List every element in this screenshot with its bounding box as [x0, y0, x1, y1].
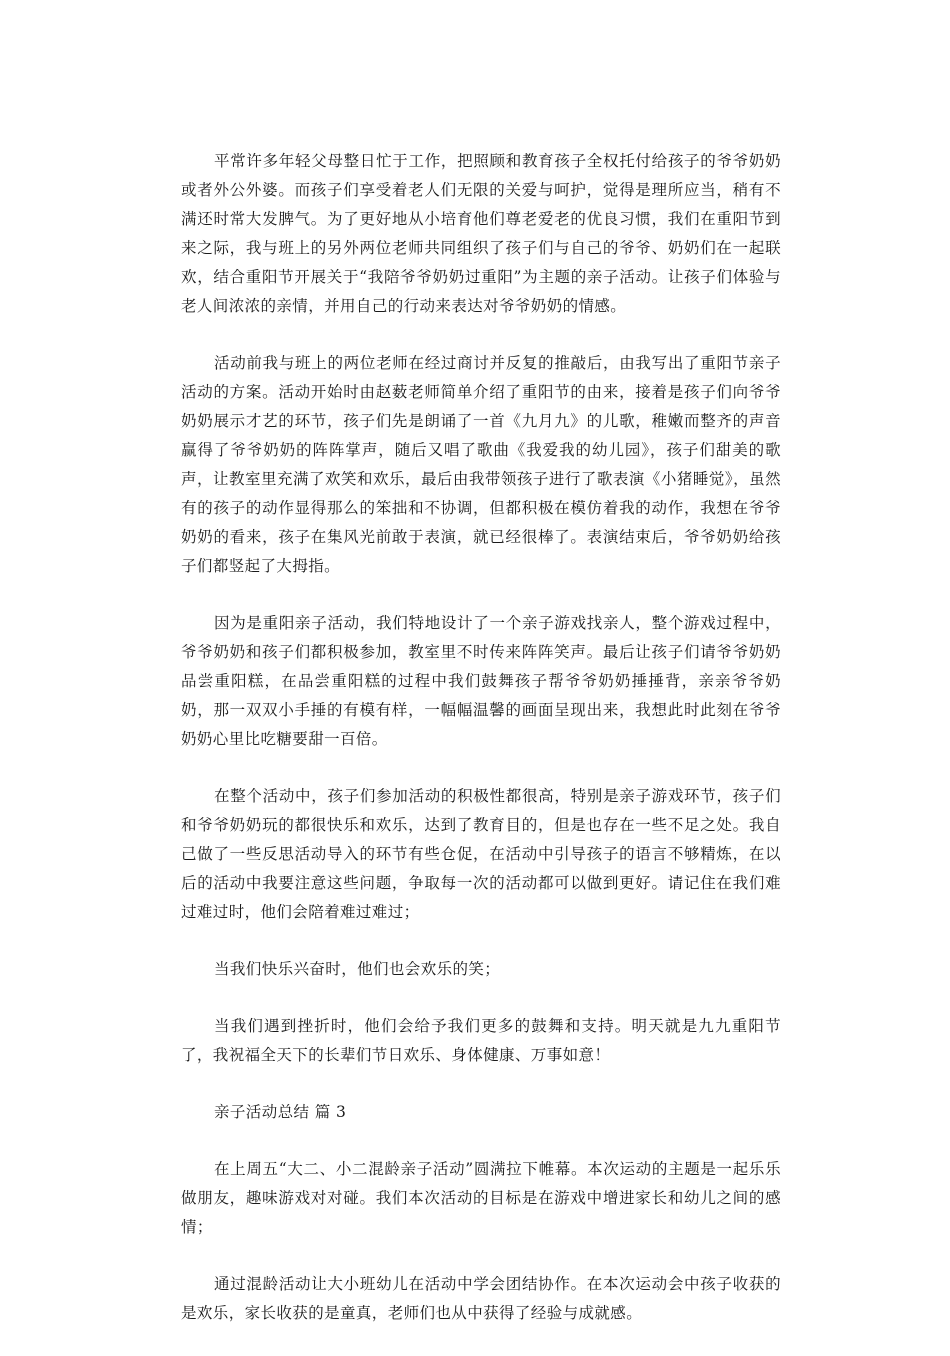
paragraph-blessing: 当我们遇到挫折时，他们会给予我们更多的鼓舞和支持。明天就是九九重阳节了，我祝福全天下的长辈们节日欢乐、身体健康、万事如意！	[181, 1017, 781, 1064]
section-heading-part-3: 亲子活动总结 篇 3	[214, 1103, 347, 1121]
document-body	[181, 147, 781, 1356]
paragraph-mixed-age-activity: 在上周五“大二、小二混龄亲子活动”圆满拉下帷幕。本次运动的主题是一起乐乐做朋友，趣味游戏对对碰。我们本次活动的目标是在游戏中增进家长和幼儿之间的感情；	[181, 1160, 781, 1236]
paragraph-activity-process: 活动前我与班上的两位老师在经过商讨并反复的推敲后，由我写出了重阳节亲子活动的方案。活动开始时由赵薮老师简单介绍了重阳节的由来，接着是孩子们向爷爷奶奶展示才艺的环节，孩子们先是朗诵了一首《九月九》的儿歌，稚嫩而整齐的声音赢得了爷爷奶奶的阵阵掌声，随后又唱了歌曲《我爱我的幼儿园》，孩子们甜美的歌声，让教室里充满了欢笑和欢乐，最后由我带领孩子进行了歌表演《小猪睡觉》，虽然有的孩子的动作显得那么的笨拙和不协调，但都积极在模仿着我的动作，我想在爷爷奶奶的看来，孩子在集风光前敢于表演，就已经很棒了。表演结束后，爷爷奶奶给孩子们都竖起了大拇指。	[181, 354, 781, 575]
paragraph-reflection: 在整个活动中，孩子们参加活动的积极性都很高，特别是亲子游戏环节，孩子们和爷爷奶奶玩的都很快乐和欢乐，达到了教育目的，但是也存在一些不足之处。我自己做了一些反思活动导入的环节有些仓促，在活动中引导孩子的语言不够精炼，在以后的活动中我要注意这些问题，争取每一次的活动都可以做到更好。请记住在我们难过难过时，他们会陪着难过难过；	[181, 787, 781, 921]
paragraph-happy-times: 当我们快乐兴奋时，他们也会欢乐的笑；	[214, 960, 501, 978]
paragraph-parent-child-game: 因为是重阳亲子活动，我们特地设计了一个亲子游戏找亲人，整个游戏过程中，爷爷奶奶和孩子们都积极参加，教室里不时传来阵阵笑声。最后让孩子们请爷爷奶奶品尝重阳糕，在品尝重阳糕的过程中我们鼓舞孩子帮爷爷奶奶捶捶背，亲亲爷爷奶奶，那一双双小手捶的有模有样，一幅幅温馨的画面呈现出来，我想此时此刻在爷爷奶奶心里比吃糖要甜一百倍。	[181, 614, 781, 748]
paragraph-intro: 平常许多年轻父母整日忙于工作，把照顾和教育孩子全权托付给孩子的爷爷奶奶或者外公外婆。而孩子们享受着老人们无限的关爱与呵护，觉得是理所应当，稍有不满还时常大发脾气。为了更好地从小培育他们尊老爱老的优良习惯，我们在重阳节到来之际，我与班上的另外两位老师共同组织了孩子们与自己的爷爷、奶奶们在一起联欢，结合重阳节开展关于“我陪爷爷奶奶过重阳”为主题的亲子活动。让孩子们体验与老人间浓浓的亲情，并用自己的行动来表达对爷爷奶奶的情感。	[181, 152, 781, 315]
paragraph-mixed-age-outcome: 通过混龄活动让大小班幼儿在活动中学会团结协作。在本次运动会中孩子收获的是欢乐，家长收获的是童真，老师们也从中获得了经验与成就感。	[181, 1275, 781, 1322]
